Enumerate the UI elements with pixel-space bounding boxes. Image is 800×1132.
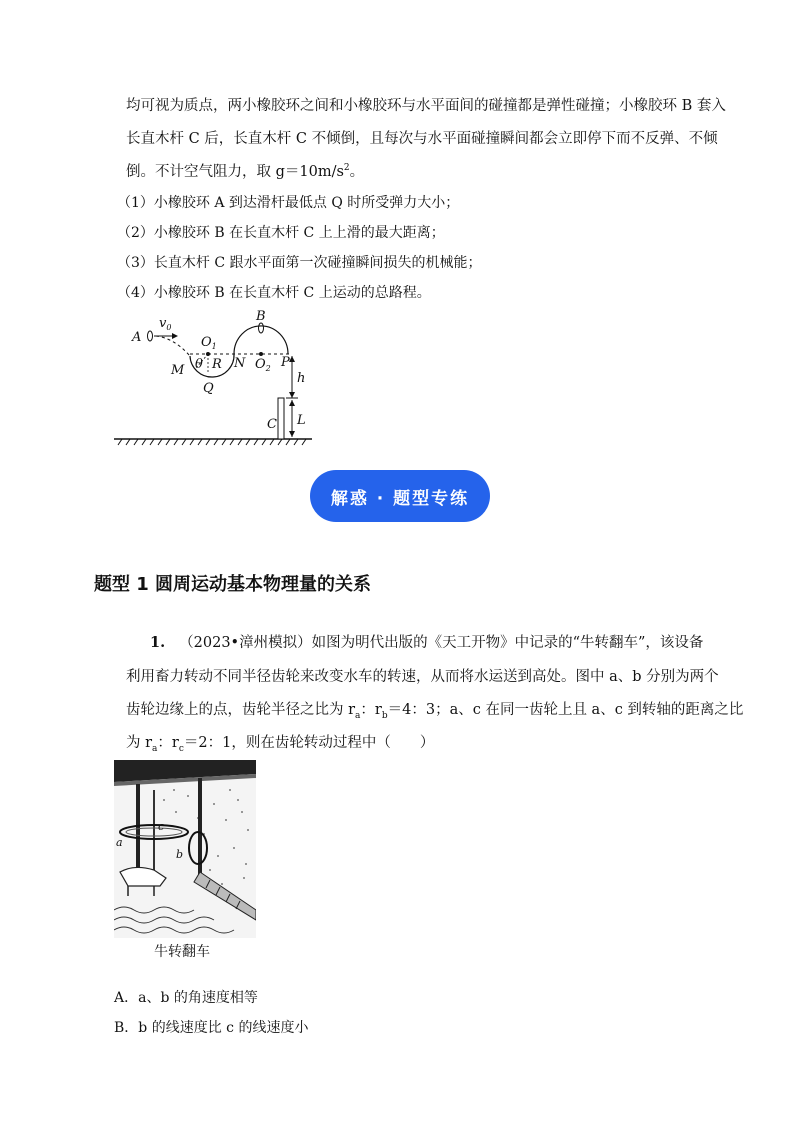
question-4: （4）小橡胶环 B 在长直木杆 C 上运动的总路程。 bbox=[117, 285, 431, 301]
picture-caption: 牛转翻车 bbox=[154, 944, 210, 960]
ox-waterwheel-illustration bbox=[114, 760, 256, 938]
picture-label-b: b bbox=[176, 848, 184, 861]
section-pill-button[interactable]: 解惑 · 题型专练 bbox=[310, 470, 490, 522]
problem-line-4-text: 为 r bbox=[126, 735, 153, 751]
label-o1: $O_1$ bbox=[201, 335, 217, 351]
sub-b: b bbox=[381, 710, 388, 721]
problem-line-3-end: ＝4：3；a、c 在同一齿轮上且 a、c 到转轴的距离之比 bbox=[387, 702, 744, 718]
rod-c bbox=[278, 398, 284, 439]
label-n: N bbox=[234, 356, 246, 371]
h-arrow-top bbox=[289, 356, 295, 362]
intro-line-2: 长直木杆 C 后，长直木杆 C 不倾倒，且每次与水平面碰撞瞬间都会立即停下而不反弹、不倾 bbox=[126, 131, 718, 147]
sub-a2: a bbox=[152, 743, 158, 754]
ring-a bbox=[148, 331, 153, 341]
problem-line-4-mid: ：r bbox=[157, 735, 179, 751]
option-a[interactable]: A．a、b 的角速度相等 bbox=[114, 990, 258, 1006]
problem-line-1 bbox=[150, 633, 703, 653]
velocity-arrowhead bbox=[172, 333, 178, 339]
label-m: M bbox=[171, 363, 185, 378]
intro-line-3 bbox=[126, 162, 364, 182]
label-v: $v_0$ bbox=[159, 316, 172, 332]
problem-line-1-text: （2023•漳州模拟）如图为明代出版的《天工开物》中记录的“牛转翻车”，该设备 bbox=[179, 635, 704, 651]
question-3: （3）长直木杆 C 跟水平面第一次碰撞瞬间损失的机械能； bbox=[117, 255, 482, 271]
intro-line-3-end: 。 bbox=[349, 164, 365, 180]
l-arrow-bottom bbox=[289, 431, 295, 437]
sub-a: a bbox=[355, 710, 361, 721]
label-r: R bbox=[212, 357, 222, 372]
problem-line-2: 利用畜力转动不同半径齿轮来改变水车的转速，从而将水运送到高处。图中 a、b 分别为两个 bbox=[126, 669, 719, 685]
l-arrow-top bbox=[289, 400, 295, 406]
label-h: h bbox=[297, 371, 306, 386]
ground-hatch bbox=[118, 439, 306, 445]
question-1: （1）小橡胶环 A 到达滑杆最低点 Q 时所受弹力大小； bbox=[117, 195, 460, 211]
picture-label-a: a bbox=[116, 836, 123, 849]
label-c: C bbox=[267, 417, 277, 432]
intro-line-3-text: 倒。不计空气阻力，取 g＝10m/s bbox=[126, 164, 344, 180]
label-theta: θ bbox=[195, 357, 203, 372]
option-b[interactable]: B．b 的线速度比 c 的线速度小 bbox=[114, 1020, 309, 1036]
question-2: （2）小橡胶环 B 在长直木杆 C 上上滑的最大距离； bbox=[117, 225, 445, 241]
label-o2: $O_2$ bbox=[255, 357, 271, 373]
problem-line-4 bbox=[126, 733, 434, 753]
label-q: Q bbox=[203, 381, 214, 396]
physics-diagram bbox=[112, 306, 322, 452]
label-l: L bbox=[297, 413, 306, 428]
ring-b bbox=[259, 323, 264, 333]
problem-number: 1. bbox=[150, 634, 166, 651]
upper-arc bbox=[234, 326, 288, 354]
h-arrow-bottom bbox=[289, 392, 295, 398]
label-b: B bbox=[256, 309, 266, 324]
center-o2 bbox=[259, 352, 263, 356]
label-p: P bbox=[281, 355, 290, 370]
section-heading: 题型 1 圆周运动基本物理量的关系 bbox=[94, 574, 372, 595]
intro-superscript: 2 bbox=[343, 163, 350, 174]
problem-line-3-mid: ：r bbox=[360, 702, 382, 718]
picture-label-c: c bbox=[158, 820, 165, 833]
problem-line-3-text: 齿轮边缘上的点，齿轮半径之比为 r bbox=[126, 702, 356, 718]
problem-line-4-end: ＝2：1，则在齿轮转动过程中（ ） bbox=[183, 735, 435, 751]
intro-line-1: 均可视为质点，两小橡胶环之间和小橡胶环与水平面间的碰撞都是弹性碰撞；小橡胶环 B 套入 bbox=[126, 98, 726, 114]
problem-line-3 bbox=[126, 700, 743, 720]
dashed-trajectory bbox=[156, 336, 190, 356]
label-a: A bbox=[132, 330, 142, 345]
sub-c: c bbox=[178, 743, 184, 754]
